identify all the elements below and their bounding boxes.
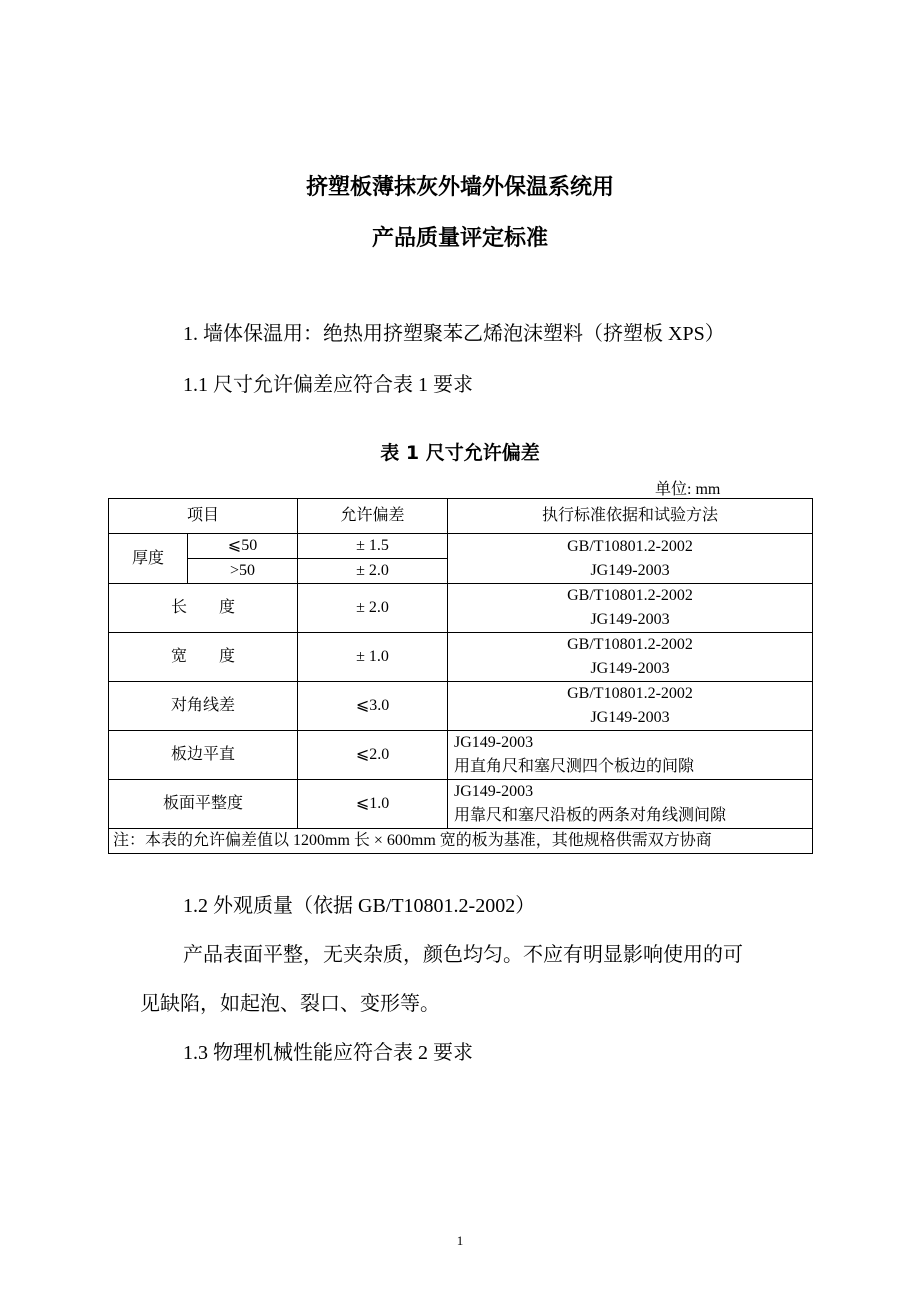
- row-standard: [448, 682, 813, 731]
- thickness-dev1: ± 1.5: [298, 534, 448, 559]
- page-number: 1: [456, 1233, 464, 1248]
- standard-line: GB/T10801.2-2002: [567, 587, 693, 604]
- row-deviation: ⩽1.0: [298, 780, 448, 829]
- row-item: 宽 度: [109, 633, 298, 682]
- standard-line: GB/T10801.2-2002: [567, 636, 693, 653]
- table-row: [109, 780, 813, 829]
- row-deviation: ± 1.0: [298, 633, 448, 682]
- table-1-caption: 表 1 尺寸允许偏差: [380, 442, 540, 464]
- table-1: [108, 498, 813, 854]
- table-row: [109, 534, 813, 559]
- standard-line: JG149-2003: [454, 783, 534, 800]
- thickness-label: 厚度: [109, 534, 188, 584]
- section-1-3-heading: 1.3 物理机械性能应符合表 2 要求: [183, 1042, 473, 1064]
- standard-line: JG149-2003: [590, 561, 670, 579]
- section-1-1-heading: 1.1 尺寸允许偏差应符合表 1 要求: [183, 374, 473, 396]
- table-row: [109, 633, 813, 682]
- row-item: 长 度: [109, 584, 298, 633]
- row-deviation: ± 2.0: [298, 584, 448, 633]
- row-item: 板边平直: [109, 731, 298, 780]
- section-1-2-heading: 1.2 外观质量（依据 GB/T10801.2-2002）: [183, 895, 536, 917]
- standard-line: 用靠尺和塞尺沿板的两条对角线测间隙: [454, 807, 727, 824]
- row-standard: [448, 780, 813, 829]
- document-title-line1: 挤塑板薄抹灰外墙外保温系统用: [305, 175, 614, 200]
- document-title-line2: 产品质量评定标准: [371, 226, 548, 251]
- thickness-standard: [448, 534, 813, 584]
- table-row: [109, 682, 813, 731]
- thickness-sub2: >50: [188, 559, 298, 584]
- table-row: [109, 731, 813, 780]
- header-standard: 执行标准依据和试验方法: [448, 499, 813, 534]
- row-item: 板面平整度: [109, 780, 298, 829]
- header-deviation: 允许偏差: [298, 499, 448, 534]
- standard-line: GB/T10801.2-2002: [567, 537, 693, 555]
- row-item: 对角线差: [109, 682, 298, 731]
- table-row: [109, 584, 813, 633]
- table-1-unit: 单位: mm: [655, 481, 721, 498]
- section-1-heading: 1. 墙体保温用：绝热用挤塑聚苯乙烯泡沫塑料（挤塑板 XPS）: [183, 323, 725, 345]
- standard-line: JG149-2003: [590, 660, 670, 677]
- table-note-row: [109, 829, 813, 854]
- thickness-sub1: ⩽50: [188, 534, 298, 559]
- table-note: 注：本表的允许偏差值以 1200mm 长 × 600mm 宽的板为基准，其他规格供需双方协商: [109, 829, 813, 854]
- row-deviation: ⩽3.0: [298, 682, 448, 731]
- row-deviation: ⩽2.0: [298, 731, 448, 780]
- standard-line: JG149-2003: [590, 611, 670, 628]
- table-header-row: [109, 499, 813, 534]
- header-item: 项目: [109, 499, 298, 534]
- body-text-line1: 产品表面平整，无夹杂质，颜色均匀。不应有明显影响使用的可: [183, 944, 743, 966]
- standard-line: GB/T10801.2-2002: [567, 685, 693, 702]
- thickness-dev2: ± 2.0: [298, 559, 448, 584]
- row-standard: [448, 584, 813, 633]
- row-standard: [448, 731, 813, 780]
- body-text-line2: 见缺陷，如起泡、裂口、变形等。: [140, 993, 440, 1015]
- row-standard: [448, 633, 813, 682]
- standard-line: JG149-2003: [454, 734, 534, 751]
- standard-line: JG149-2003: [590, 709, 670, 726]
- standard-line: 用直角尺和塞尺测四个板边的间隙: [454, 758, 695, 775]
